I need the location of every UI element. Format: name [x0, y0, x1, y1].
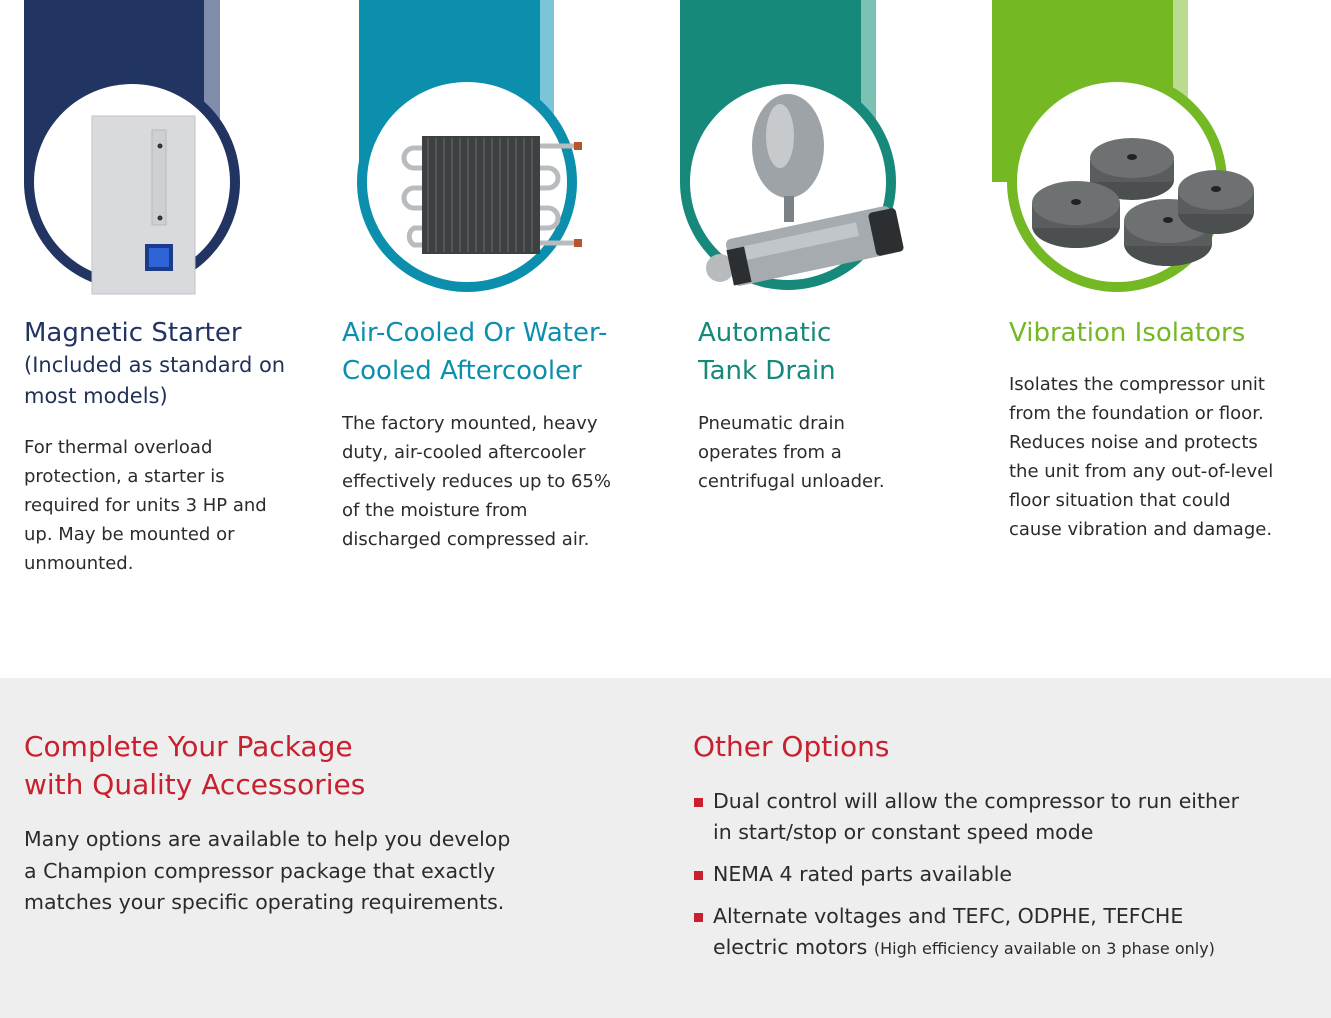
vibration-isolators-tab-graphic: [992, 0, 1312, 300]
accessory-card-aftercooler: [342, 0, 642, 660]
card-description: The factory mounted, heavy duty, air-cooled aftercooler effectively reduces up to 65% of the moisture from discharged compressed air.: [342, 413, 611, 550]
accessories-paragraph: [24, 824, 510, 919]
accessory-card-tank-drain: [680, 0, 980, 660]
list-item: [693, 859, 1313, 890]
option-text-line: Alternate voltages and TEFC, ODPHE, TEFCHE: [713, 904, 1184, 928]
list-item: [693, 901, 1313, 964]
card-title-line: Tank Drain: [698, 356, 836, 386]
other-options-list: [693, 786, 1313, 975]
option-text-line: electric motors: [713, 935, 868, 959]
card-description: Pneumatic drain operates from a centrifugal unloader.: [698, 413, 885, 492]
accessory-card-magnetic-starter: [24, 0, 324, 660]
card-title-line: Cooled Aftercooler: [342, 356, 582, 386]
bullet-square-icon: [694, 798, 703, 807]
bottom-panel: [0, 678, 1331, 1018]
card-description: Isolates the compressor unit from the foundation or floor. Reduces noise and protects the unit from any out-of-level floor situation that could cause vibration and damage.: [1009, 374, 1274, 540]
card-title-line: Air-Cooled Or Water-: [342, 318, 608, 348]
card-title-line: Magnetic Starter: [24, 318, 242, 348]
option-text-line: Dual control will allow the compressor to run either: [713, 789, 1240, 813]
accessories-paragraph-line: matches your specific operating requirements.: [24, 890, 505, 914]
magnetic-starter-tab-graphic: [24, 0, 324, 300]
accessory-card-vibration-isolators: [992, 0, 1312, 660]
accessories-heading: [24, 728, 365, 804]
magnetic-starter-image: [92, 116, 195, 294]
card-description: For thermal overload protection, a starter is required for units 3 HP and up. May be mounted or unmounted.: [24, 437, 267, 574]
bullet-square-icon: [694, 871, 703, 880]
accessories-paragraph-line: a Champion compressor package that exactly: [24, 858, 496, 883]
card-title: [342, 314, 642, 390]
aftercooler-tab-graphic: [342, 0, 642, 300]
card-title: [24, 314, 324, 352]
accessories-heading-line: with Quality Accessories: [24, 768, 366, 801]
option-note: (High efficiency available on 3 phase only): [873, 939, 1215, 958]
accessories-paragraph-line: Many options are available to help you develop: [24, 827, 511, 851]
card-title: [1009, 314, 1309, 352]
list-item: [693, 786, 1313, 848]
option-text-line: in start/stop or constant speed mode: [713, 820, 1094, 844]
bullet-square-icon: [694, 913, 703, 922]
card-subtitle: (Included as standard on most models): [24, 353, 286, 408]
option-text-line: NEMA 4 rated parts available: [713, 862, 1013, 886]
accessories-heading-line: Complete Your Package: [24, 730, 353, 763]
card-title-line: Automatic: [698, 318, 832, 348]
card-title: [698, 314, 998, 390]
tank-drain-tab-graphic: [680, 0, 980, 300]
card-title-line: Vibration Isolators: [1009, 318, 1246, 348]
other-options-heading: Other Options: [693, 730, 890, 763]
